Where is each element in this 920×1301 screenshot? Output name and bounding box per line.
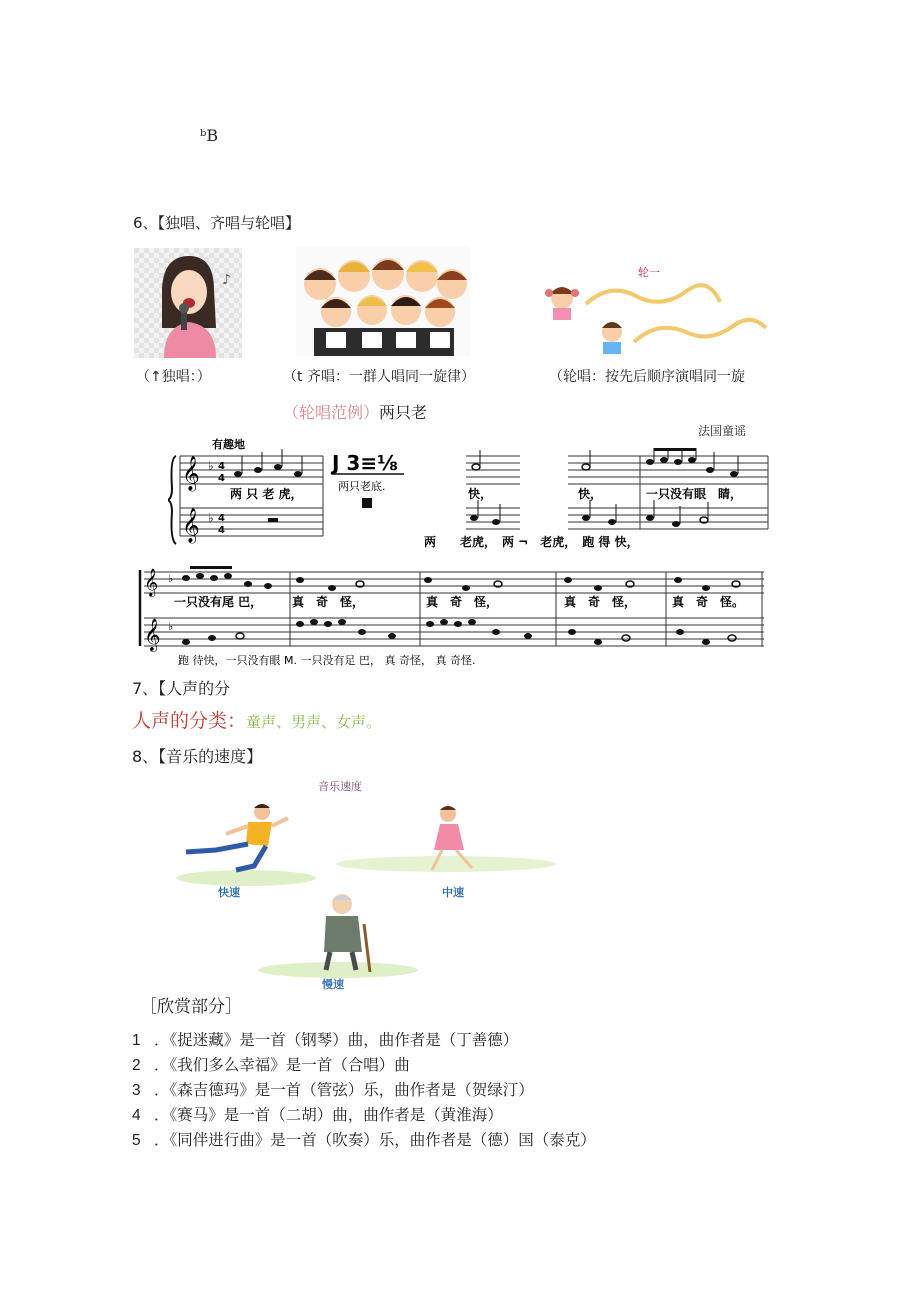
score-row-1 xyxy=(168,436,772,560)
list-item xyxy=(132,1028,596,1053)
row2-lyric-1: 一只没有尾 巴， xyxy=(174,595,263,609)
list-item-number: 1 xyxy=(132,1032,141,1049)
voice-types xyxy=(132,706,381,733)
svg-text:𝄞: 𝄞 xyxy=(182,456,200,491)
list-item-text: ．《捉迷藏》是一首（钢琴）曲，曲作者是（丁善德） xyxy=(154,1031,519,1049)
voice-types-value: 童声、男声、女声。 xyxy=(246,713,382,731)
solo-singer-image xyxy=(134,248,242,358)
svg-text:𝄞: 𝄞 xyxy=(182,508,200,543)
list-item xyxy=(132,1103,596,1128)
list-item-text: ．《赛马》是一首（二胡）曲，曲作者是（黄淮海） xyxy=(154,1106,503,1124)
round-caption: （轮唱：按先后顺序演唱同一旋 xyxy=(549,369,745,385)
list-item xyxy=(132,1128,596,1153)
row2-lyric-2: 真 奇 怪， xyxy=(292,595,365,609)
svg-text:4: 4 xyxy=(218,513,225,524)
row1-lower-lyrics: 两 老虎， 两 ¬ 老虎， 跑 得 快， xyxy=(424,535,639,549)
score-origin: 法国童谣 xyxy=(698,424,747,438)
row1-lyric-4: 一只没有眼 睛， xyxy=(646,487,743,501)
section-6-title: 6、【独唱、齐唱与轮唱】 xyxy=(133,214,301,232)
round-singing-image xyxy=(540,262,768,358)
fast-label: 快速 xyxy=(218,886,240,899)
score-row-2 xyxy=(136,566,768,670)
row2-lyric-5: 真 奇 怪。 xyxy=(672,595,745,609)
tempo-figure xyxy=(176,774,568,992)
score-heading xyxy=(283,400,427,423)
unison-caption: （t 齐唱：一群人唱同一旋律） xyxy=(283,369,475,385)
svg-text:♭: ♭ xyxy=(168,620,174,633)
tempo-mark: 有趣地 xyxy=(212,438,245,451)
score-heading-label: （轮唱范例） xyxy=(283,403,380,422)
list-item xyxy=(132,1078,596,1103)
list-item-text: ．《森吉德玛》是一首（管弦）乐，曲作者是（贺绿汀） xyxy=(154,1081,534,1099)
row1-lyric-2: 快， xyxy=(468,487,493,501)
section-8-title: 8、【音乐的速度】 xyxy=(132,747,263,766)
medium-label: 中速 xyxy=(442,886,464,899)
row1-lyric-1: 两 只 老 虎， xyxy=(230,487,303,501)
svg-text:𝄞: 𝄞 xyxy=(144,618,161,651)
round-image-label: 轮一 xyxy=(638,266,660,279)
list-item-number: 2 xyxy=(132,1057,141,1074)
svg-text:♭: ♭ xyxy=(208,511,214,525)
list-item xyxy=(132,1053,596,1078)
row2-lower-lyrics: 跑 待快，一只没有眼 M. 一只没有足 巴， 真 奇怪， 真 奇怪. xyxy=(178,654,476,667)
svg-text:♭: ♭ xyxy=(208,459,214,473)
list-item-number: 3 xyxy=(132,1082,141,1099)
noise-symbol: J 3≡⅛ xyxy=(332,451,398,475)
svg-text:♭: ♭ xyxy=(168,572,174,585)
list-item-text: ．《同伴进行曲》是一首（吹奏）乐，曲作者是（德）国（泰克） xyxy=(154,1131,596,1149)
list-item-text: ．《我们多么幸福》是一首（合唱）曲 xyxy=(154,1056,410,1074)
row2-lyric-3: 真 奇 怪， xyxy=(426,595,499,609)
list-item-number: 5 xyxy=(132,1132,141,1149)
row2-lyric-4: 真 奇 怪， xyxy=(564,595,637,609)
solo-caption: （↑独唱：） xyxy=(136,369,211,385)
row1-lyric-3: 快， xyxy=(578,487,603,501)
svg-text:4: 4 xyxy=(218,461,225,472)
stray-mark: ᵇB xyxy=(200,126,219,145)
voice-types-label: 人声的分类： xyxy=(132,710,247,732)
svg-text:4: 4 xyxy=(218,473,225,484)
list-item-number: 4 xyxy=(132,1107,141,1124)
score-heading-title: 两只老 xyxy=(379,403,428,422)
slow-label: 慢速 xyxy=(322,978,344,991)
svg-text:4: 4 xyxy=(218,525,225,536)
section-7-title: 7、【人声的分 xyxy=(132,679,231,698)
appreciation-list xyxy=(132,1028,596,1153)
noise-lyric: 两只老底. xyxy=(338,480,386,493)
choir-image xyxy=(296,246,470,356)
svg-text:♪: ♪ xyxy=(222,272,231,288)
appreciation-title: ［欣赏部分］ xyxy=(140,997,242,1017)
tempo-figure-title: 音乐速度 xyxy=(318,780,362,793)
svg-text:𝄞: 𝄞 xyxy=(144,568,159,596)
